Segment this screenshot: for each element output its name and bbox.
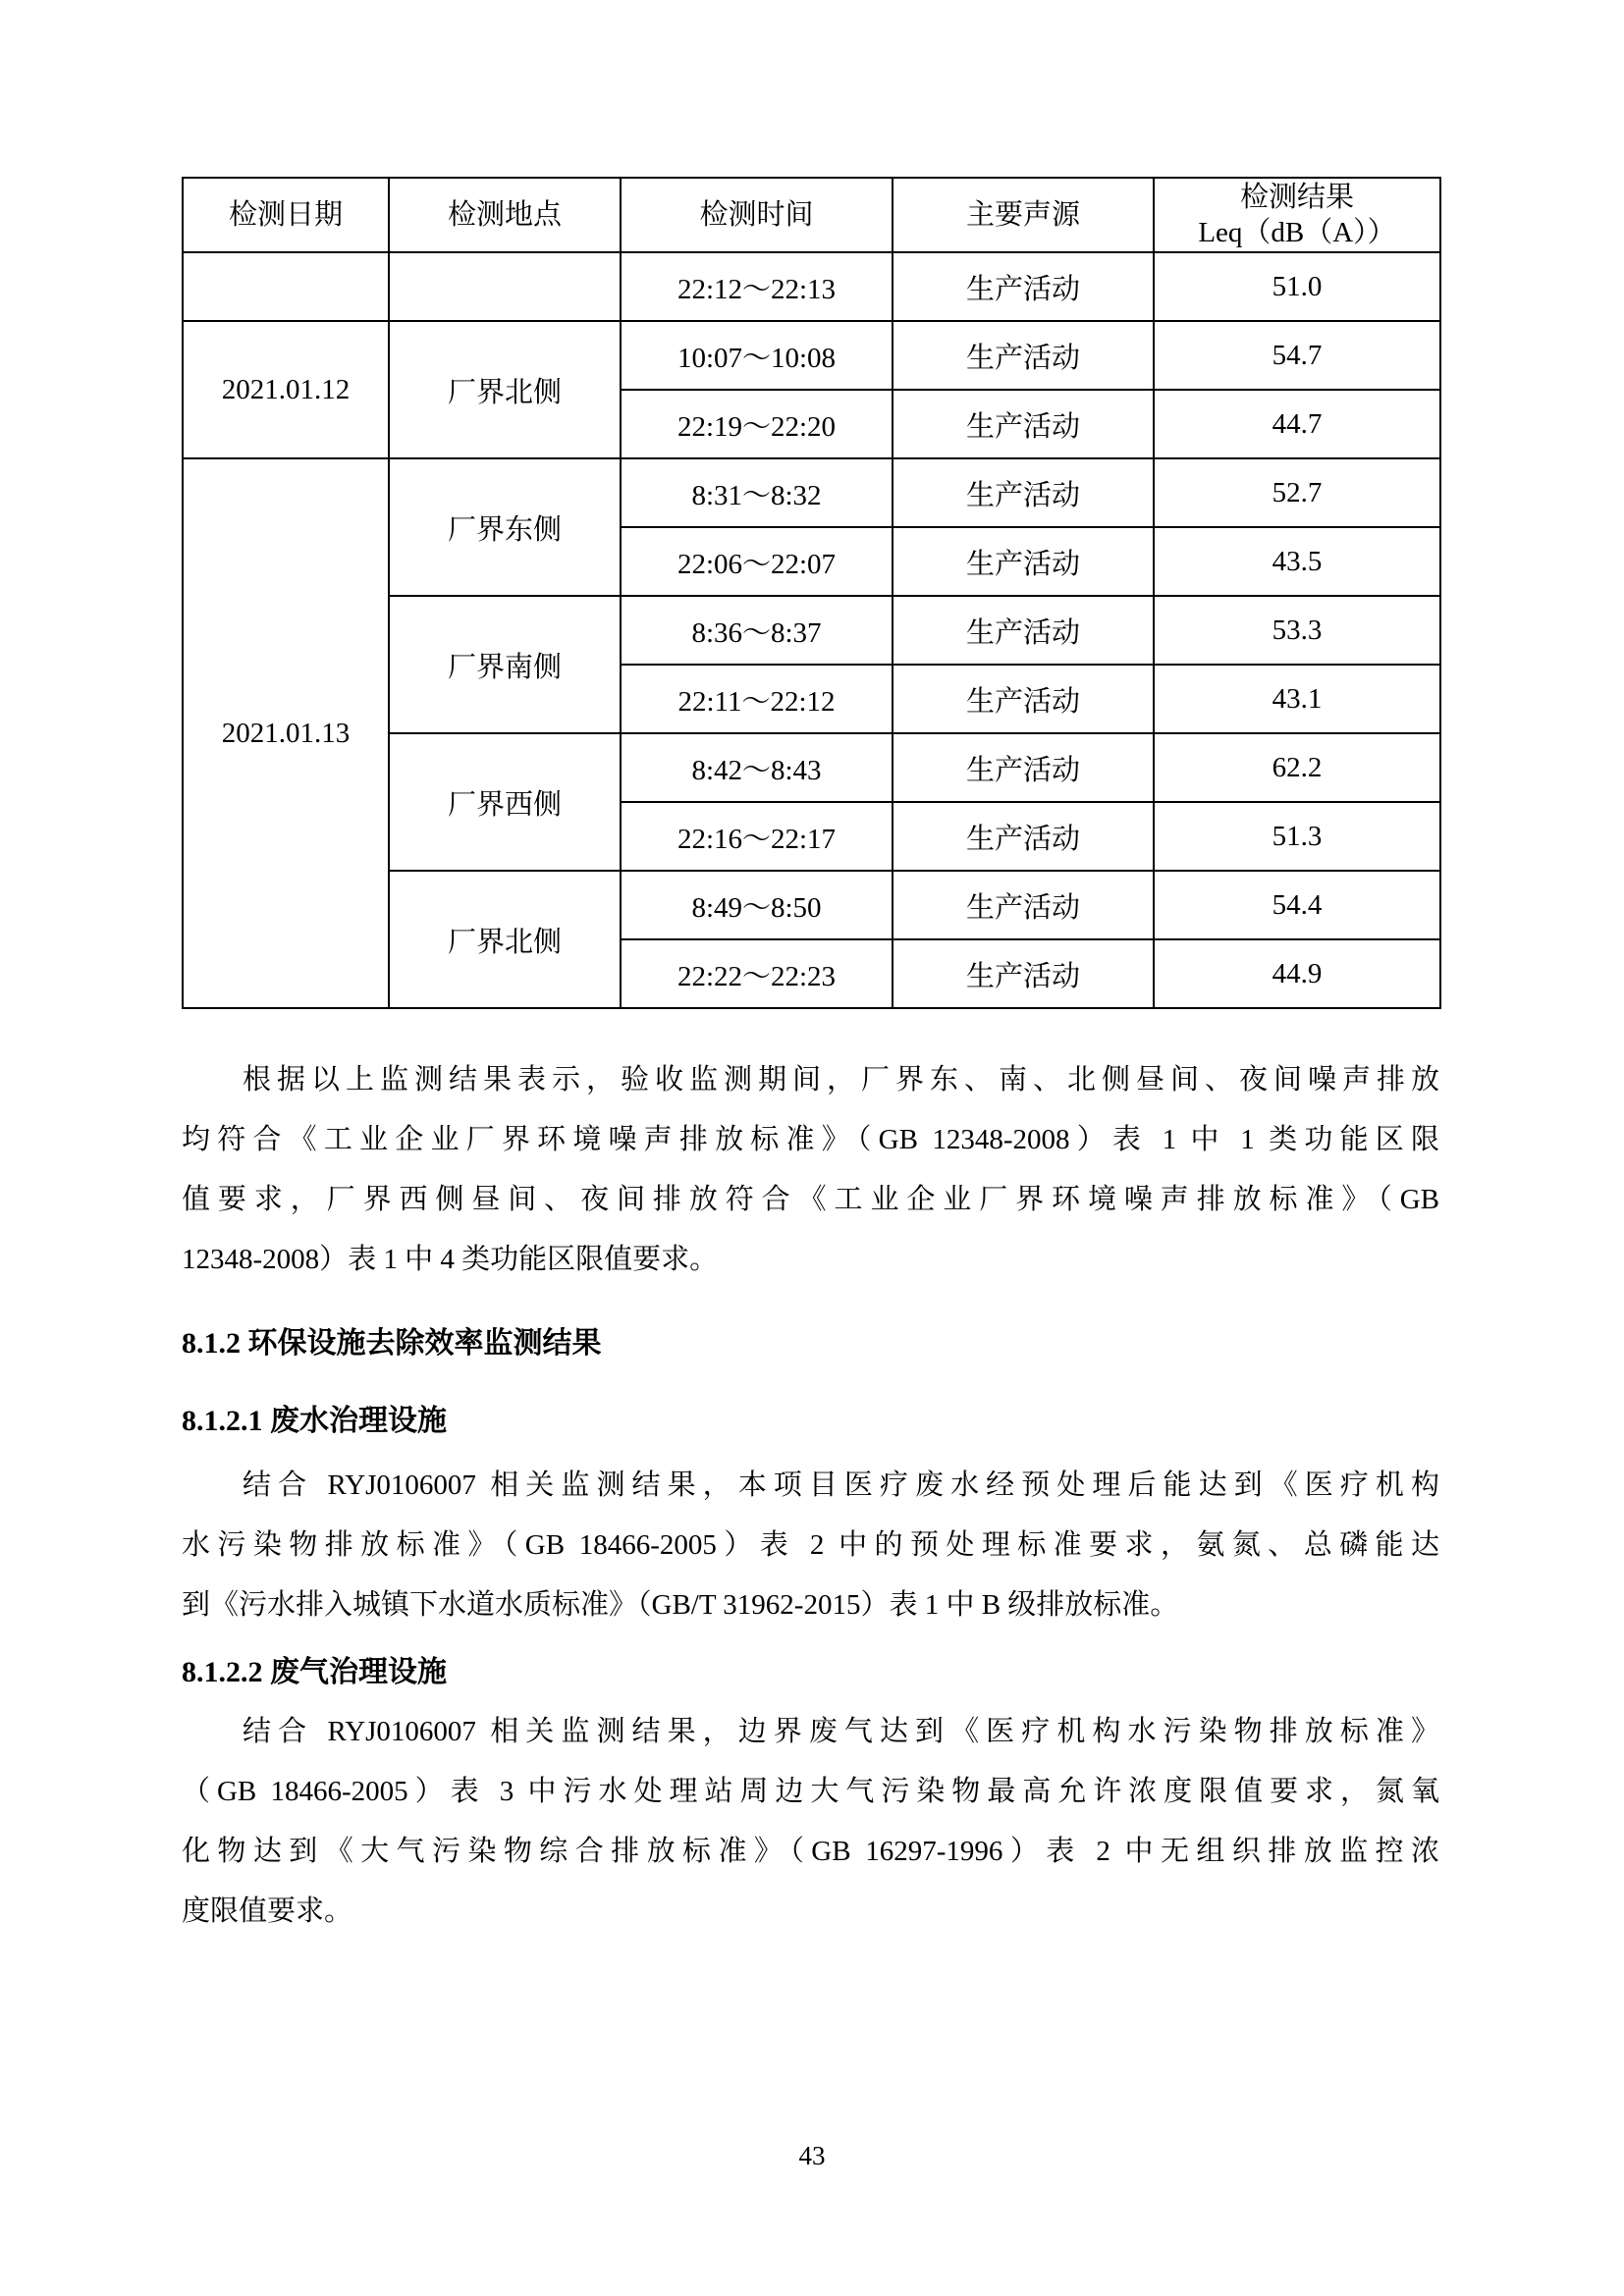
table-header-cell: 检测结果 Leq（dB（A））: [1154, 178, 1440, 252]
table-cell: 生产活动: [893, 802, 1154, 871]
table-row: [183, 252, 1440, 321]
noise-monitoring-table: [182, 177, 1441, 1009]
table-cell: 8:49～8:50: [621, 871, 893, 939]
table-cell: 生产活动: [893, 939, 1154, 1008]
table-header-cell: 主要声源: [893, 178, 1154, 252]
body-text: [182, 1029, 1439, 1942]
table-cell: 53.3: [1154, 596, 1440, 665]
table-cell: 52.7: [1154, 458, 1440, 527]
paragraph-line: 12348-2008）表 1 中 4 类功能区限值要求。: [182, 1244, 719, 1275]
table-cell: 8:31～8:32: [621, 458, 893, 527]
table-cell: 8:42～8:43: [621, 733, 893, 802]
table-cell: 生产活动: [893, 665, 1154, 733]
table-cell: 62.2: [1154, 733, 1440, 802]
table-cell: 厂界西侧: [389, 733, 621, 871]
table-cell: 10:07～10:08: [621, 321, 893, 390]
paragraph-line: 到《污水排入城镇下水道水质标准》（GB/T 31962-2015）表 1 中 B 级排放标准。: [182, 1589, 1179, 1621]
table-header-cell: 检测地点: [389, 178, 621, 252]
table-cell: 51.0: [1154, 252, 1440, 321]
paragraph-line: 结合 RYJ0106007 相关监测结果，边界废气达到《医疗机构水污染物排放标准》: [243, 1716, 1439, 1747]
table-cell: 厂界北侧: [389, 321, 621, 458]
table-cell: 生产活动: [893, 733, 1154, 802]
table-cell: 8:36～8:37: [621, 596, 893, 665]
table-cell: 厂界北侧: [389, 871, 621, 1008]
table-cell: 22:06～22:07: [621, 527, 893, 596]
table-cell: 2021.01.13: [183, 458, 389, 1008]
table-cell: 生产活动: [893, 871, 1154, 939]
paragraph-line: 均符合《工业企业厂界环境噪声排放标准》（GB 12348-2008）表 1 中 1 类功能区限: [182, 1124, 1439, 1155]
table-cell: 51.3: [1154, 802, 1440, 871]
section-heading: 8.1.2.2 废气治理设施: [182, 1656, 447, 1688]
table-cell: 生产活动: [893, 321, 1154, 390]
table-body: [183, 252, 1440, 1008]
section-heading: 8.1.2 环保设施去除效率监测结果: [182, 1327, 602, 1360]
table-header-cell: 检测日期: [183, 178, 389, 252]
table-cell: 44.9: [1154, 939, 1440, 1008]
table-cell: [183, 252, 389, 321]
table-cell: 厂界东侧: [389, 458, 621, 596]
table-cell: 厂界南侧: [389, 596, 621, 733]
table-cell: 43.1: [1154, 665, 1440, 733]
section-heading: 8.1.2.1 废水治理设施: [182, 1405, 447, 1437]
table-row: [183, 178, 1440, 252]
table-header-row: [183, 178, 1440, 252]
table-row: [183, 458, 1440, 527]
paragraph: [182, 1456, 1439, 1635]
table-cell: 22:12～22:13: [621, 252, 893, 321]
table-cell: 44.7: [1154, 390, 1440, 458]
paragraph-line: 水污染物排放标准》（GB 18466-2005）表 2 中的预处理标准要求，氨氮、总磷能达: [182, 1529, 1439, 1561]
table-cell: 生产活动: [893, 252, 1154, 321]
table-row: [183, 321, 1440, 390]
table-cell: 54.4: [1154, 871, 1440, 939]
table-cell: 54.7: [1154, 321, 1440, 390]
table-cell: 生产活动: [893, 596, 1154, 665]
table-cell: 生产活动: [893, 390, 1154, 458]
paragraph-line: 结合 RYJ0106007 相关监测结果，本项目医疗废水经预处理后能达到《医疗机构: [243, 1469, 1439, 1501]
table-cell: 22:22～22:23: [621, 939, 893, 1008]
paragraph-line: 度限值要求。: [182, 1896, 353, 1927]
table-cell: [389, 252, 621, 321]
paragraph: [182, 1702, 1439, 1942]
paragraph-line: （GB 18466-2005）表 3 中污水处理站周边大气污染物最高允许浓度限值要求，氮氧: [182, 1776, 1439, 1807]
table-cell: 2021.01.12: [183, 321, 389, 458]
paragraph: [182, 1050, 1439, 1290]
table-cell: 22:19～22:20: [621, 390, 893, 458]
table-header-cell: 检测时间: [621, 178, 893, 252]
page-number: 43: [798, 2141, 826, 2170]
paragraph-line: 根据以上监测结果表示，验收监测期间，厂界东、南、北侧昼间、夜间噪声排放: [243, 1064, 1439, 1095]
table-cell: 43.5: [1154, 527, 1440, 596]
table-cell: 22:16～22:17: [621, 802, 893, 871]
paragraph-line: 值要求，厂界西侧昼间、夜间排放符合《工业企业厂界环境噪声排放标准》（GB: [182, 1184, 1439, 1215]
table-cell: 生产活动: [893, 458, 1154, 527]
table-cell: 生产活动: [893, 527, 1154, 596]
paragraph-line: 化物达到《大气污染物综合排放标准》（GB 16297-1996）表 2 中无组织排放监控浓: [182, 1836, 1439, 1867]
table-cell: 22:11～22:12: [621, 665, 893, 733]
